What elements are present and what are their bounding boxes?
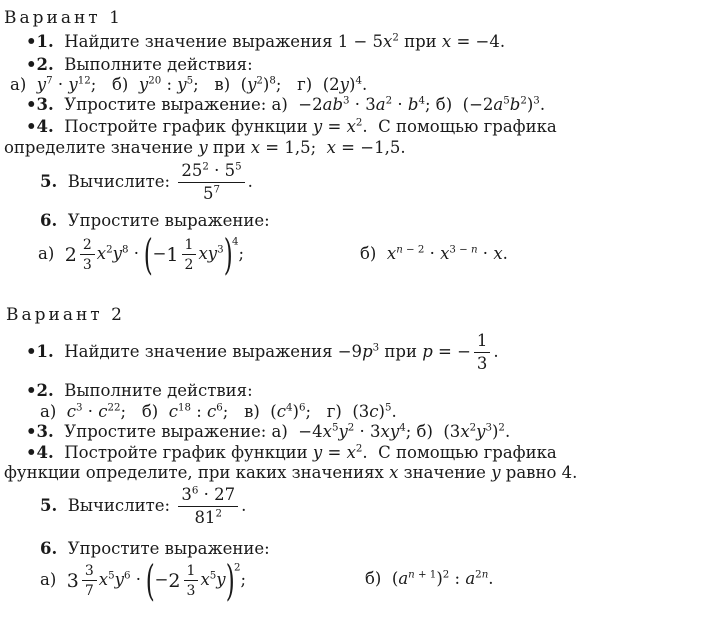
v1-task-4-number: 4. [36, 117, 54, 136]
v1-task-2-items: а) $y^7 \cdot y^{12}$; б) $y^{20}$ : $y^5$; в) $(y^2)^8$; г) $(2y)^4$. [10, 75, 368, 94]
v2-task-4-cont: С помощью графика [378, 443, 557, 462]
v2-task-6 [40, 539, 270, 559]
variant-2-header: Вариант 2 [6, 305, 125, 325]
v2-task-4-line2-text: функции определите, при каких значениях [4, 463, 384, 482]
v2-task-1-number: 1. [36, 342, 54, 361]
v1-task-6b: б) $x^{n - 2} \cdot x^{3 - n} \cdot x$. [360, 244, 508, 263]
v1-task-2-number: 2. [36, 55, 54, 74]
v1-task-4-cont: С помощью графика [378, 117, 557, 136]
v2-task-4-line2: функции определите, при каких значениях x значение y равно 4. [4, 463, 578, 482]
v2-task-5-fraction: $\frac{3^6 \cdot 27}{81^2}$ [178, 487, 238, 526]
v2-task-6-number: 6. [40, 539, 58, 558]
v1-task-2-text: Выполните действия: [64, 55, 253, 74]
v1-task-1-text: Найдите значение выражения [64, 32, 333, 51]
v2-task-1-fraction: $\frac{1}{3}$ [474, 333, 491, 372]
v1-task-5: 5. Вычислите: $\frac{25^2 \cdot 5^5}{5^7}$ . [40, 161, 253, 203]
v1-task-1-number: 1. [36, 32, 54, 51]
v2-task-5-number: 5. [40, 496, 58, 515]
v1-task-5-fraction: $\frac{25^2 \cdot 5^5}{5^7}$ [178, 163, 244, 202]
v1-task-3: •3. Упростите выражение: $а) -2ab^3 \cdot 3a^2 \cdot b^4$; б) $(-2a^5b^2)^3$. [26, 95, 546, 114]
v2-task-1: •1. Найдите значение выражения $-9p^3$ при p = − $\frac{1}{3}$ . [26, 331, 499, 373]
v2-task-2-number: 2. [36, 381, 54, 400]
v1-task-5-number: 5. [40, 172, 58, 191]
v2-task-3-number: 3. [36, 422, 54, 441]
v1-task-1: •1. Найдите значение выражения $1 - 5x^2$ при x = −4. [26, 32, 506, 51]
v1-task-4-text: Постройте график функции [64, 117, 308, 136]
v1-task-2: •2. Выполните действия: [26, 55, 253, 74]
v1-task-3-text: Упростите выражение: [64, 95, 267, 114]
v2-task-2-text: Выполните действия: [64, 381, 253, 400]
v2-task-5-text: Вычислите: [67, 496, 171, 515]
v2-task-2: •2. Выполните действия: [26, 381, 253, 400]
v1-task-6a: а) 2 $\frac{2}{3}$ $x^2y^8$ · (− 1 $\frac{1}{2}$ $xy^3)^4$; [38, 229, 245, 279]
v2-task-4: •4. Постройте график функции $y = x^2$. С помощью графика [26, 443, 557, 462]
v1-task-6-text: Упростите выражение: [67, 211, 270, 230]
v1-task-5-text: Вычислите: [67, 172, 171, 191]
v1-task-4: •4. Постройте график функции $y = x^2$. С помощью графика [26, 117, 557, 136]
v2-task-5: 5. Вычислите: $\frac{3^6 \cdot 27}{81^2}$ . [40, 485, 247, 527]
v2-task-6a: а) 3 $\frac{3}{7}$ $x^5y^6$ · (− 2 $\frac{1}{3}$ $x^5y)^2$; [40, 555, 247, 605]
v2-task-2-items: а) $c^3 \cdot c^{22}$; б) $c^{18}$ : $c^6$; в) $(c^4)^6$; г) $(3c)^5$. [40, 402, 397, 421]
v2-task-4-number: 4. [36, 443, 54, 462]
v2-task-6-text: Упростите выражение: [67, 539, 270, 558]
v2-task-4-line2c: равно 4. [505, 463, 578, 482]
v2-task-3: •3. Упростите выражение: $а) -4x^5y^2 \cdot 3xy^4$; б) $(3x^2y^3)^2$. [26, 422, 511, 441]
v2-task-6b: б) $(a^{n + 1})^2$ : $a^{2n}$. [365, 569, 494, 588]
v2-task-4-text: Постройте график функции [64, 443, 308, 462]
v1-task-3-number: 3. [36, 95, 54, 114]
v1-task-4-line2: определите значение y при x = 1,5; x = −1,5. [4, 138, 406, 157]
v2-task-4-line2b: значение [403, 463, 486, 482]
v2-task-1-text: Найдите значение выражения [64, 342, 333, 361]
v1-task-6 [40, 211, 270, 231]
v2-task-3-text: Упростите выражение: [64, 422, 267, 441]
v1-task-4-line2-text: определите значение [4, 138, 194, 157]
variant-1-header: Вариант 1 [4, 8, 123, 28]
v1-task-6-number: 6. [40, 211, 58, 230]
